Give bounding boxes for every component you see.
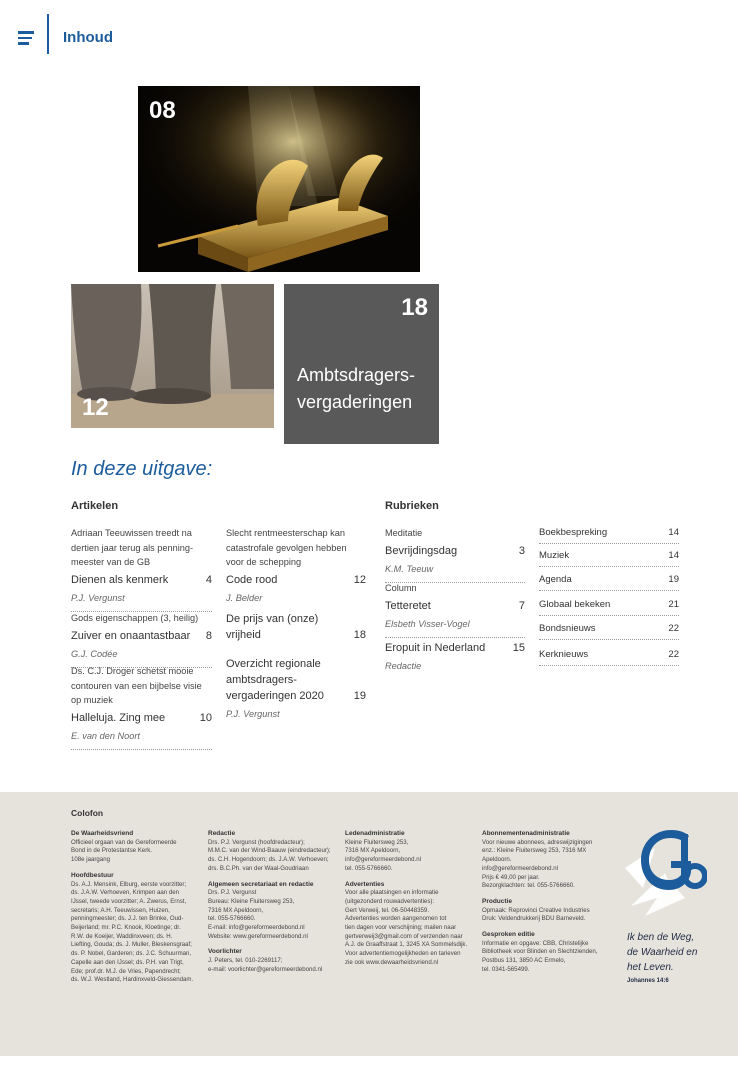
tile-elephant-number: 12 [82, 394, 109, 421]
colophon-line: secretaris; A.H. Teeuwissen, Huizen, [71, 906, 170, 914]
colophon-line: (uitgezonderd rouwadvertenties): [345, 897, 435, 905]
colophon-line: Bond in de Protestantse Kerk. [71, 847, 152, 855]
rubriek-label: Boekbespreking [539, 527, 608, 538]
colophon-line: drs. B.C.Ph. van der Waal-Goudriaan [208, 864, 309, 872]
divider [71, 749, 212, 750]
colophon-line: 7316 MX Apeldoorn, [208, 906, 264, 914]
email-link[interactable]: info@gereformeerdebond.nl [345, 856, 421, 864]
colophon-line: Druk: Veldendrukkerij BDU Barneveld. [482, 915, 586, 923]
colophon-block [482, 830, 620, 891]
colophon-line: Postbus 131, 3850 AC Ermelo, [482, 957, 566, 965]
entry-intro: Adriaan Teeuwissen treedt na dertien jaar terug als penningmeester van de GB [71, 528, 194, 567]
toc-entry[interactable] [385, 526, 525, 583]
website-link[interactable]: zie ook www.dewaarheidsvriend.nl [345, 958, 439, 966]
colophon-heading: Voorlichter [208, 948, 242, 956]
entry-page: 7 [518, 599, 525, 612]
email-link[interactable]: e-mail: voorlichter@gereformeerdebond.nl [208, 965, 323, 973]
rubriek-label: Kerknieuws [539, 649, 589, 660]
email-link[interactable]: E-mail: info@gereformeerdebond.nl [208, 924, 305, 932]
colophon-line: Capelle aan den IJssel; ds. P.H. van Trigt, [71, 958, 184, 966]
rubriek-label: Muziek [539, 550, 570, 561]
rubrieken-heading: Rubrieken [385, 500, 439, 512]
colophon-line: tel. 0341-565499. [482, 965, 530, 973]
colophon-block [208, 948, 340, 974]
entry-author: G.J. Codée [71, 648, 118, 659]
colophon-block [71, 830, 203, 865]
colophon-heading: Redactie [208, 830, 236, 837]
tile-meetings-number: 18 [401, 294, 428, 321]
entry-page: 4 [205, 573, 212, 586]
entry-title: Dienen als kenmerk [71, 573, 169, 586]
entry-page: 12 [353, 573, 366, 586]
colophon-line: Drs. P.J. Vergunst [208, 889, 257, 897]
colophon-line: tel. 055-5766660. [345, 864, 393, 872]
colophon-line: Bezorgklachten: tel. 055-5766660. [482, 882, 575, 890]
colophon-line: M.M.C. van der Wind-Baauw (eindredacteur); [208, 847, 331, 855]
colophon-block [208, 830, 340, 874]
entry-page: 15 [512, 642, 525, 654]
entry-intro: Column [385, 583, 417, 593]
rubriek-label: Globaal bekeken [539, 599, 611, 610]
colophon-line: Voor alle plaatsingen en informatie [345, 889, 439, 897]
entry-title: Halleluja. Zing mee [71, 711, 166, 724]
rubriek-page: 14 [668, 550, 679, 561]
email-link[interactable]: info@gereformeerdebond.nl [482, 864, 558, 872]
colophon-heading: Ledenadministratie [345, 830, 405, 837]
colophon-line: Officieel orgaan van de Gereformeerde [71, 838, 177, 846]
colophon-block [482, 931, 620, 975]
entry-intro: Ds. C.J. Droger schetst mooie contouren van een bijbelse visie op muziek [71, 666, 202, 705]
tile-ark-number: 08 [149, 97, 176, 124]
entry-title: Eropuit in Nederland [385, 642, 486, 654]
colophon-line: Voor advertentiemogelijkheden en tarieven [345, 950, 461, 958]
colophon-line: Liefting, Gouda; ds. J. Muller, Bleskensgraaf; [71, 941, 192, 949]
entry-title: Overzicht regionale ambtsdragersvergaderingen 2020 [226, 658, 324, 702]
entry-title: Bevrijdingsdag [385, 544, 458, 557]
colophon-line: A.J. de Graaffstraat 1, 3245 XA Sommelsdijk. [345, 941, 468, 949]
toc-entry[interactable] [71, 611, 212, 668]
tile-ark-image[interactable] [138, 86, 420, 272]
entry-intro: Gods eigenschappen (3, heilig) [71, 613, 199, 623]
toc-entry[interactable] [226, 526, 366, 605]
colophon-line: Ds. A.J. Mensink, Elburg, eerste voorzitter; [71, 880, 187, 888]
colophon-line: IJssel, tweede voorzitter; A. Zwerus, Ernst, [71, 897, 187, 905]
toc-entry[interactable] [226, 654, 366, 722]
rubriek-label: Agenda [539, 574, 572, 585]
colophon-line: Gert Verweij, tel. 06-50448359. [345, 906, 430, 914]
entry-title: Zuiver en onaantastbaar [71, 629, 191, 642]
colophon-heading: Hoofdbestuur [71, 871, 114, 879]
colophon-line: ds. C.H. Hogendoorn; ds. J.A.W. Verhoeven; [208, 856, 329, 864]
colophon-line: J. Peters, tel. 010-2269117; [208, 957, 283, 965]
colophon-line: Ede; prof.dr. M.J. de Vries, Papendrecht; [71, 967, 181, 975]
entry-author: E. van den Noort [71, 730, 140, 741]
tile-caption-line: Ambtsdragers- [297, 365, 416, 385]
section-title: In deze uitgave: [71, 458, 213, 480]
colophon-column [208, 830, 340, 982]
colophon-block [482, 898, 620, 924]
quote-line: het Leven. [627, 962, 674, 973]
entry-author: K.M. Teeuw [385, 563, 434, 574]
colophon-line: tel. 055-5766660. [208, 915, 256, 923]
tile-meetings[interactable] [284, 284, 439, 444]
entry-intro: Meditatie [385, 528, 423, 538]
entry-page: 8 [205, 629, 212, 642]
colophon-line: Kleine Fluitersweg 253, [345, 838, 409, 846]
colophon-line: Informatie en opgave: CBB, Christelijke [482, 939, 589, 947]
colophon-line: Bureau: Kleine Fluitersweg 253, [208, 897, 295, 905]
colophon-line: 7316 MX Apeldoorn, [345, 847, 401, 855]
colophon-column [345, 830, 477, 975]
colophon-line: Advertenties worden aangenomen tot [345, 915, 447, 923]
rubriek-page: 22 [668, 623, 679, 634]
entry-page: 18 [353, 629, 366, 641]
toc-entry[interactable] [71, 664, 212, 750]
rubriek-item[interactable] [539, 550, 679, 567]
toc-entry[interactable] [385, 638, 525, 674]
colophon-column [482, 830, 620, 982]
entry-author: Redactie [385, 661, 422, 671]
menu-icon[interactable] [18, 31, 34, 45]
colophon-heading: Algemeen secretariaat en redactie [208, 880, 314, 888]
rubriek-page: 14 [668, 527, 679, 538]
articles-heading: Artikelen [71, 500, 119, 512]
colophon-heading: De Waarheidsvriend [71, 830, 134, 837]
entry-page: 10 [199, 711, 212, 724]
colophon-block [208, 881, 340, 942]
entry-author: P.J. Vergunst [226, 709, 280, 719]
website-link[interactable]: Website: www.gereformeerdebond.nl [208, 932, 308, 940]
colophon-line: Apeldoorn. [482, 856, 512, 864]
colophon-line: tien dagen voor verschijning; mailen naar [345, 924, 457, 932]
rubriek-item[interactable] [539, 599, 679, 616]
rubriek-item[interactable] [539, 574, 679, 591]
entry-title: Tetteretet [385, 599, 431, 612]
colophon-line: gertverweij3@gmail.com of verzenden naar [345, 932, 463, 940]
rubriek-page: 22 [668, 649, 679, 660]
colophon-column [71, 830, 203, 992]
quote-reference: Johannes 14:6 [627, 978, 669, 984]
colophon-line: Opmaak: Reprovinci Creative Industries [482, 906, 590, 914]
entry-page: 3 [518, 544, 525, 557]
colophon-block [71, 872, 203, 985]
toc-entry[interactable] [71, 526, 212, 612]
colophon-line: Prijs € 49,00 per jaar. [482, 873, 540, 881]
entry-author: Elsbeth Visser-Vogel [385, 618, 470, 629]
rubriek-item[interactable] [539, 649, 679, 666]
rubriek-item[interactable] [539, 527, 679, 544]
colophon-line: ds. J.A.W. Verhoeven, Krimpen aan den [71, 889, 180, 897]
colophon-heading: Productie [482, 897, 512, 905]
colophon-line: ds. W.J. Westland, Hardinxveld-Giessendam. [71, 976, 194, 984]
toc-entry[interactable] [385, 581, 525, 638]
ark-of-covenant-image [138, 86, 420, 272]
colophon-line: Voor nieuwe abonnees, adreswijzigingen [482, 838, 593, 846]
colophon-heading: Gesproken editie [482, 931, 535, 939]
colophon-line: Drs. P.J. Vergunst (hoofdredacteur); [208, 838, 305, 846]
quote-line: Ik ben de Weg, [627, 932, 695, 943]
entry-intro: Slecht rentmeesterschap kan catastrofale gevolgen hebben voor de schepping [226, 528, 347, 567]
colophon-title: Colofon [71, 808, 104, 818]
page-title: Inhoud [63, 29, 113, 46]
tile-elephant-image[interactable] [71, 284, 274, 428]
tile-meetings-caption [297, 362, 415, 416]
header-divider [47, 14, 49, 54]
entry-title: De prijs van (onze) vrijheid [226, 613, 319, 641]
colophon-heading: Abonnementenadministratie [482, 830, 570, 837]
colophon-line: 108e jaargang [71, 856, 110, 864]
tile-caption-line: vergaderingen [297, 392, 413, 412]
colophon-block [345, 830, 477, 874]
colophon-line: Beijerland; mr. P.C. Knook, Kloetinge; dr. [71, 924, 181, 932]
entry-author: P.J. Vergunst [71, 592, 125, 603]
colophon-line: enz.: Kleine Fluitersweg 253, 7316 MX [482, 847, 587, 855]
toc-entry[interactable] [226, 609, 366, 643]
gb-logo-icon [625, 828, 707, 918]
colophon-line: ds. P. Nobel, Garderen; ds. J.C. Schuurman, [71, 950, 192, 958]
colophon-heading: Advertenties [345, 880, 385, 888]
rubriek-page: 19 [668, 574, 679, 585]
bible-quote [627, 930, 727, 975]
rubriek-item[interactable] [539, 623, 679, 640]
rubriek-page: 21 [668, 599, 679, 610]
colophon-line: penningmeester; ds. J.J. ten Brinke, Oud- [71, 915, 184, 923]
entry-page: 19 [353, 690, 366, 702]
colophon-line: R.W. de Koeijer, Waddinxveen; ds. H. [71, 932, 173, 940]
entry-title: Code rood [226, 573, 278, 586]
rubriek-label: Bondsnieuws [539, 623, 596, 634]
entry-author: J. Belder [226, 592, 263, 603]
colophon-block [345, 881, 477, 968]
colophon-line: Bibliotheek voor Blinden en Slechtzienden, [482, 948, 598, 956]
quote-line: de Waarheid en [627, 947, 698, 958]
